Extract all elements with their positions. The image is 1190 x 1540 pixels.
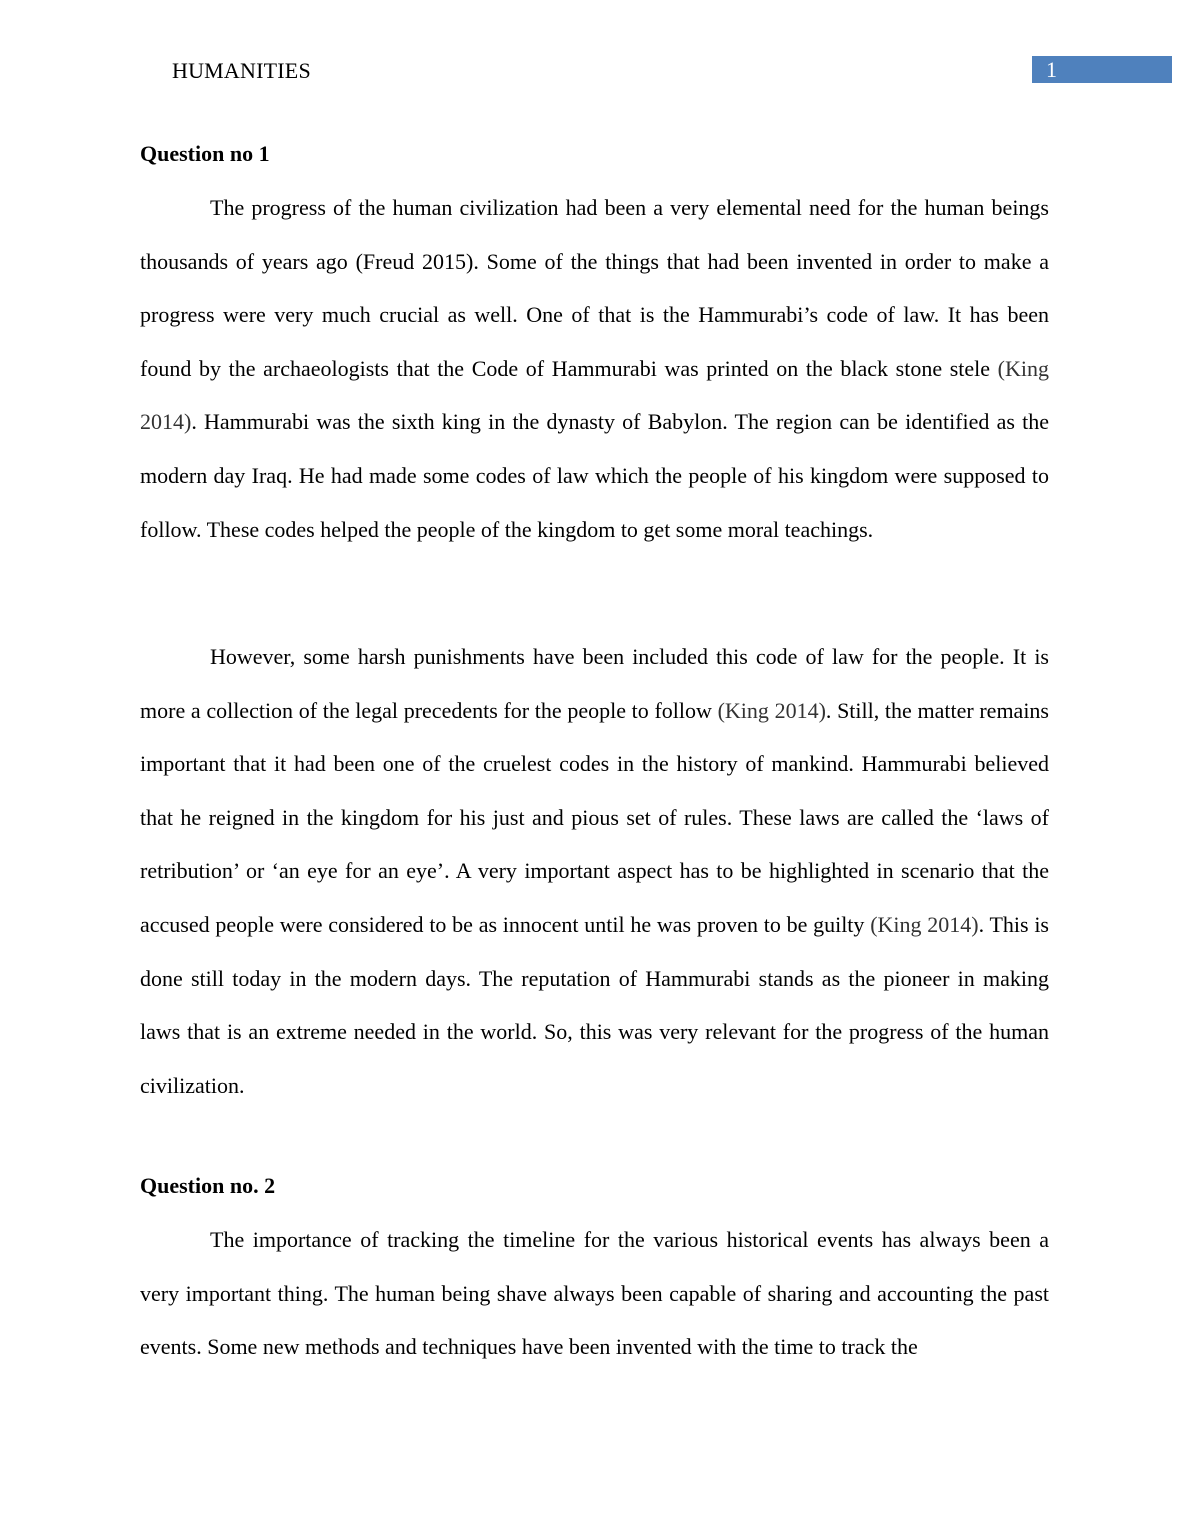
paragraph-text: However, some harsh punishments have been included this code of law for the people. It is more a collection of the legal precedents for the people to follow (140, 644, 1049, 723)
page-number-box (1032, 56, 1172, 83)
page-number: 1 (1046, 57, 1057, 82)
paragraph-text: The importance of tracking the timeline for the various historical events has always been a very important thing. The human being shave always been capable of sharing and accounting the past events. Some new methods and techniques have been invented with the time to track the (140, 1227, 1049, 1360)
paragraph (140, 1213, 1049, 1373)
paragraph-text: . Still, the matter remains important that it had been one of the cruelest codes in the history of mankind. Hammurabi believed that he reigned in the kingdom for his just and pious set of rules. These laws are called the ‘laws of retribution’ or ‘an eye for an eye’. A very important aspect has to be highlighted in scenario that the accused people were considered to be as innocent until he was proven to be guilty (140, 697, 1049, 937)
paragraph-text: . Hammurabi was the sixth king in the dynasty of Babylon. The region can be identified as the modern day Iraq. He had made some codes of law which the people of his kingdom were supposed to follow. These codes helped the people of the kingdom to get some moral teachings. (140, 409, 1049, 542)
citation: (King 2014) (717, 697, 826, 723)
section-heading-question-1: Question no 1 (140, 141, 270, 166)
citation: (King 2014) (870, 911, 979, 937)
paragraph-text: The progress of the human civilization had been a very elemental need for the human beings thousands of years ago (Freud 2015). Some of the things that had been invented in order to make a progress were very much crucial as well. One of that is the Hammurabi’s code of law. It has been found by the archaeologists that the Code of Hammurabi was printed on the black stone stele (140, 195, 1049, 381)
paragraph-text: . This is done still today in the modern days. The reputation of Hammurabi stands as the pioneer in making laws that is an extreme needed in the world. So, this was very relevant for the progress of the human civilization. (140, 911, 1049, 1098)
citation: (King 2014) (140, 355, 1049, 435)
paragraph (140, 181, 1049, 556)
section-heading-question-2: Question no. 2 (140, 1173, 276, 1198)
paragraph (140, 630, 1049, 1112)
running-head-title: HUMANITIES (172, 58, 311, 83)
